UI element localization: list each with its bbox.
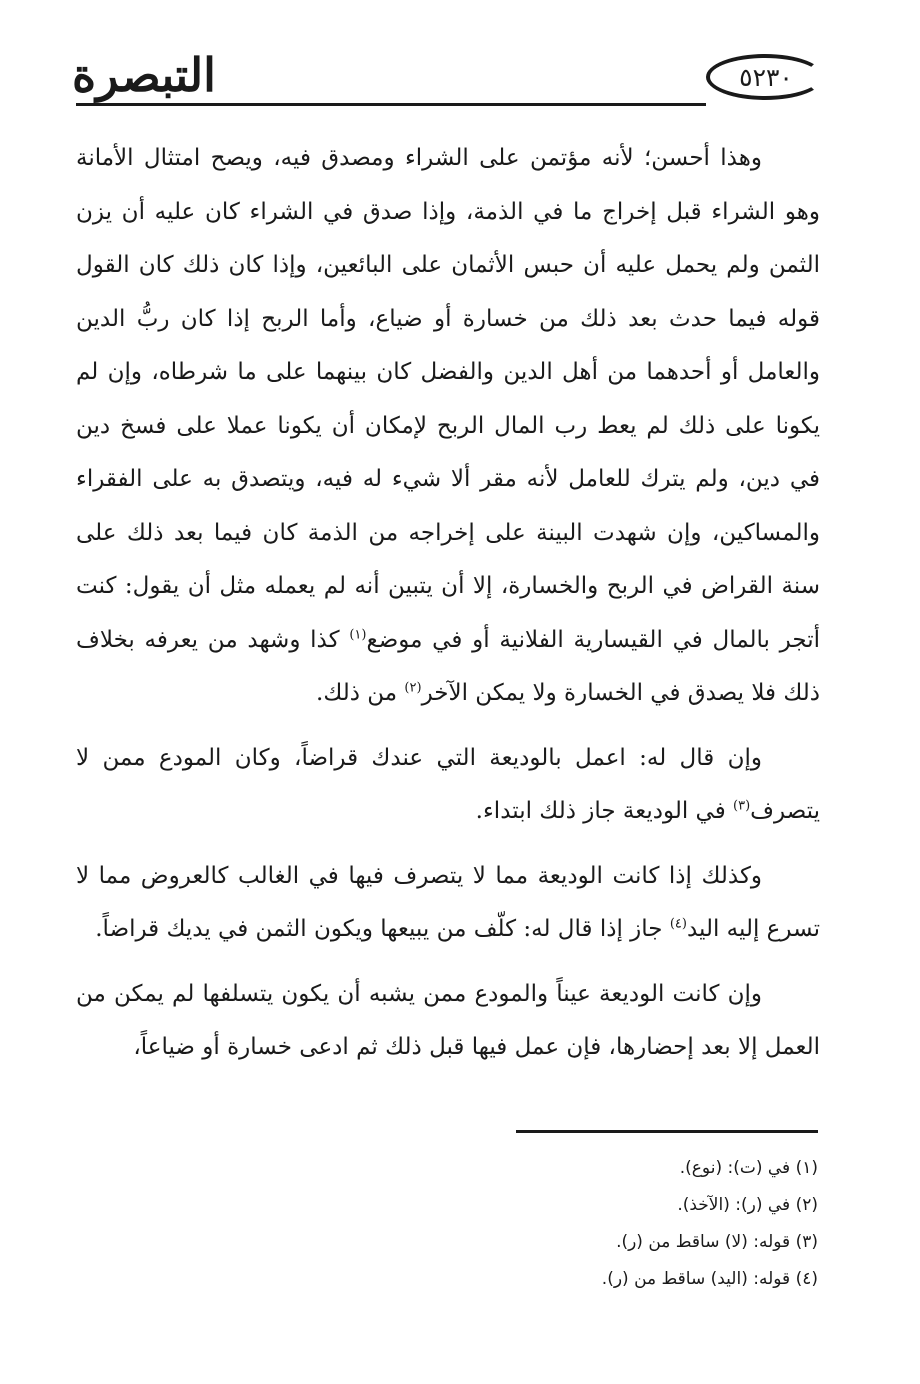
- paragraph: [76, 132, 820, 721]
- footnotes-list: [76, 1150, 818, 1298]
- paragraph-text: وكذلك إذا كانت الوديعة مما لا يتصرف فيها في الغالب كالعروض مما لا تسرع إليه اليد: [76, 862, 820, 942]
- body-text: [76, 132, 820, 1075]
- header-rule: [76, 103, 706, 106]
- running-title: التبصرة: [72, 48, 216, 102]
- paragraph: [76, 732, 820, 839]
- paragraph-text: وهذا أحسن؛ لأنه مؤتمن على الشراء ومصدق فيه، ويصح امتثال الأمانة وهو الشراء قبل إخراج ما في الذمة، وإذا صدق في الشراء كان عليه أن يزن الثمن ولم يحمل عليه أن حبس الأثمان على البائعين، وإذا كان ذلك كان القول قوله فيما حدث بعد ذلك من خسارة أو ضياع، وأما الربح إذا كان ربُّ الدين والعامل أو أحدهما من أهل الدين والفضل كان بينهما على ما شرطاه، وإن لم يكونا على ذلك لم يعط رب المال الربح لإمكان أن يكونا عملا على فسخ دين في دين، ولم يترك للعامل لأنه مقر ألا شيء له فيه، ويتصدق به على الفقراء والمساكين، وإن شهدت البينة على إخراجه من الذمة كان فيما بعد ذلك على سنة القراض في الربح والخسارة، إلا أن يتبين أنه لم يعمله مثل أن يقول: كنت أتجر بالمال في القيسارية الفلانية أو في موضع: [76, 145, 821, 653]
- paragraph-text: من ذلك.: [316, 680, 405, 706]
- footnote: (٢) في (ر): (الآخذ).: [677, 1195, 818, 1215]
- footnote-rule: [516, 1130, 818, 1133]
- footnote-ref[interactable]: (١): [349, 626, 367, 642]
- paragraph-text: وإن كانت الوديعة عيناً والمودع ممن يشبه أن يكون يتسلفها لم يمكن من العمل إلا بعد إحضارها، فإن عمل فيها قبل ذلك ثم ادعى خسارة أو ضياعاً،: [76, 980, 820, 1060]
- footnote: (٤) قوله: (اليد) ساقط من (ر).: [601, 1269, 818, 1289]
- paragraph-text: جاز إذا قال له: كلّف من يبيعها ويكون الثمن في يديك قراضاً.: [95, 916, 670, 942]
- footnote-ref[interactable]: (٢): [404, 680, 422, 696]
- footnote: (١) في (ت): (نوع).: [679, 1158, 818, 1178]
- footnote-ref[interactable]: (٤): [669, 916, 687, 932]
- paragraph: [76, 968, 820, 1075]
- footnote: (٣) قوله: (لا) ساقط من (ر).: [616, 1232, 818, 1252]
- paragraph-text: في الوديعة جاز ذلك ابتداء.: [475, 798, 734, 824]
- paragraph: [76, 850, 820, 957]
- paragraph-text: كذا وشهد من يعرفه بخلاف ذلك فلا يصدق في الخسارة ولا يمكن الآخر: [76, 626, 820, 706]
- paragraph-text: وإن قال له: اعمل بالوديعة التي عندك قراضاً، وكان المودع ممن لا يتصرف: [76, 744, 820, 824]
- footnote-ref[interactable]: (٣): [733, 798, 751, 814]
- page-number: ٥٢٣٠: [739, 63, 793, 92]
